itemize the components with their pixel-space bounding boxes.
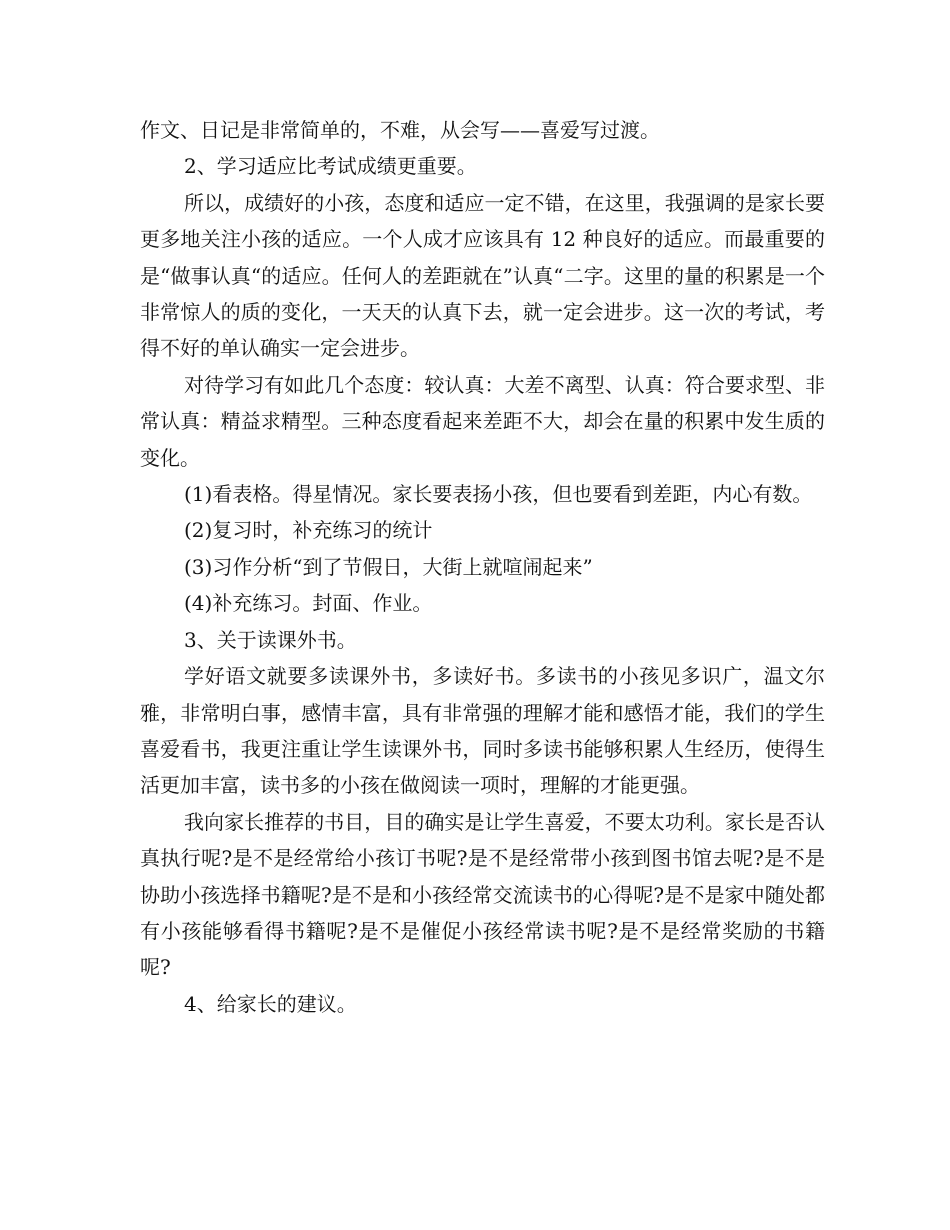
paragraph-9: 3、关于读课外书。 (184, 627, 357, 652)
document-page (140, 112, 825, 1022)
paragraph-4: 对待学习有如此几个态度：较认真：大差不离型、认真：符合要求型、非常认真：精益求精型。三种态度看起来差距不大，却会在量的积累中发生质的变化。 (140, 372, 825, 470)
paragraph-7: (3)习作分析“到了节假日，大街上就喧闹起来” (184, 554, 593, 579)
paragraph-1: 作文、日记是非常简单的，不难，从会写——喜爱写过渡。 (140, 118, 660, 142)
paragraph-11: 我向家长推荐的书目，目的确实是让学生喜爱，不要太功利。家长是否认真执行呢?是不是经常给小孩订书呢?是不是经常带小孩到图书馆去呢?是不是协助小孩选择书籍呢?是不是和小孩经常交流读书的心得呢?是不是家中随处都有小孩能够看得书籍呢?是不是催促小孩经常读书呢?是不是经常奖励的书籍呢? (140, 809, 825, 980)
paragraph-2: 2、学习适应比考试成绩更重要。 (184, 154, 477, 179)
paragraph-12: 4、给家长的建议。 (184, 991, 357, 1016)
paragraph-8: (4)补充练习。封面、作业。 (184, 591, 433, 616)
paragraph-5: (1)看表格。得星情况。家长要表扬小孩，但也要看到差距，内心有数。 (184, 482, 813, 507)
paragraph-6: (2)复习时，补充练习的统计 (184, 518, 433, 543)
paragraph-3: 所以，成绩好的小孩，态度和适应一定不错，在这里，我强调的是家长要更多地关注小孩的适应。一个人成才应该具有 12 种良好的适应。而最重要的是“做事认真“的适应。任何人的差距就在”认真“二字。这里的量的积累是一个非常惊人的质的变化，一天天的认真下去，就一定会进步。这一次的考试，考得不好的单认确实一定会进步。 (140, 190, 825, 361)
paragraph-10: 学好语文就要多读课外书，多读好书。多读书的小孩见多识广，温文尔雅，非常明白事，感情丰富，具有非常强的理解才能和感悟才能，我们的学生喜爱看书，我更注重让学生读课外书，同时多读书能够积累人生经历，使得生活更加丰富，读书多的小孩在做阅读一项时，理解的才能更强。 (140, 664, 825, 798)
